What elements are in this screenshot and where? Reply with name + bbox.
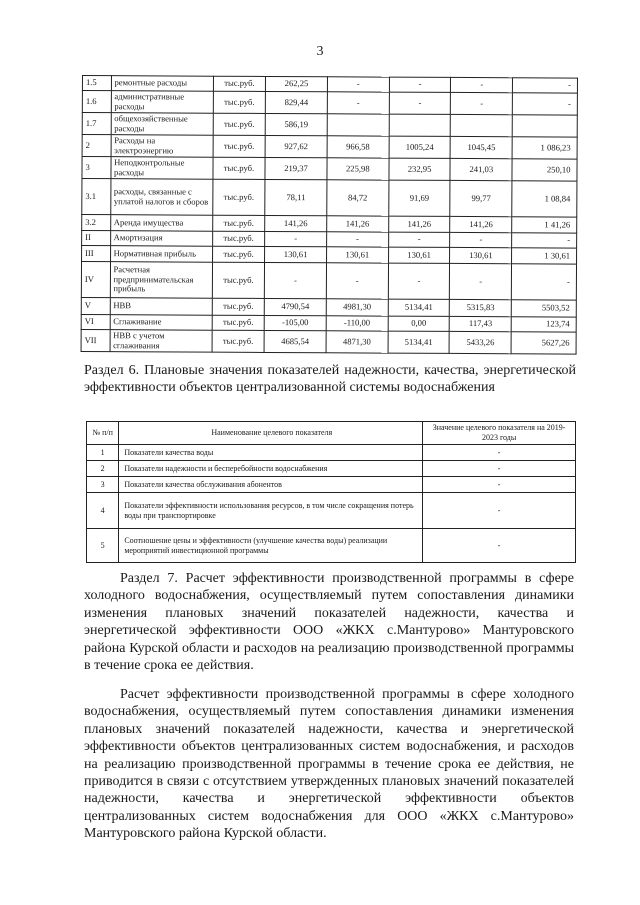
cost-unit: тыс.руб. [213,157,265,179]
cost-value: 5503,52 [511,300,576,317]
indicator-value: - [423,529,576,563]
cost-name: Аренда имущества [110,215,212,232]
section-7-text: Раздел 7. Расчет эффективности производственной программы в сфере холодного водоснабжения, осуществляемый путем сопоставления динамики изменения плановых значений показателей надежности, качества и энергетической эффективности ООО «ЖКХ с.Мантурово» Мантуровского района Курской области и расходов на реализацию производственной программы в течение срока ее действия. [84,571,574,674]
indicator-name: Показатели эффективности использования ресурсов, в том числе сокращения потерь воды при транспортировке [119,493,423,529]
cost-unit: тыс.руб. [213,215,265,231]
cost-value: 5134,41 [388,331,450,353]
cost-value: - [451,77,513,92]
cost-code: 3 [82,157,111,179]
cost-value: - [512,264,577,300]
indicator-row [87,445,576,461]
cost-code: IV [81,262,110,298]
cost-value [327,114,389,136]
cost-value: 141,26 [327,216,389,232]
cost-value: - [389,77,451,92]
cost-value: 1 41,26 [512,217,577,233]
cost-value: 5315,83 [450,299,512,316]
cost-value: 927,62 [265,135,327,157]
cost-value: 0,00 [388,316,450,331]
indicator-header-row [87,422,576,445]
cost-value: 250,10 [512,159,577,181]
cost-value: - [450,263,512,299]
cost-code: 3.1 [82,179,111,215]
cost-code: 1.5 [82,76,111,91]
cost-value: 123,74 [511,317,576,332]
cost-code: 3.2 [82,215,111,231]
indicator-name: Соотношение цены и эффективности (улучшение качества воды) реализации мероприятий инвестиционной программы [119,529,423,563]
indicator-row [87,493,576,529]
page-number: 3 [316,44,324,59]
cost-value: 99,77 [450,180,512,216]
cost-name: Расчетная предпринимательская прибыль [110,262,212,299]
cost-value: -110,00 [326,316,388,331]
cost-name: Расходы на электроэнергию [111,135,213,158]
cost-value: 141,26 [265,215,327,231]
cost-value: 4790,54 [264,298,326,315]
cost-code: III [82,246,111,262]
header-name: Наименование целевого показателя [119,422,423,445]
cost-value: 1 086,23 [512,137,577,159]
indicator-row [87,477,576,493]
cost-value: 4871,30 [326,331,388,353]
cost-value: 262,25 [266,76,328,91]
conclusion-text: Расчет эффективности производственной программы в сфере холодного водоснабжения, осуществляемый путем сопоставления динамики изменения плановых значений показателей надежности, качества и энергетической эффективности объектов централизованных систем водоснабжения, и расходов на реализацию производственной программы в течение срока ее действия, не приводится в связи с отсутствием утвержденных плановых значений показателей надежности, качества и энергетической эффективности объектов централизованных систем водоснабжения для ООО «ЖКХ с.Мантурово» Мантуровского района Курской области. [84,687,574,842]
cost-value: 4685,54 [264,330,326,352]
cost-code: VII [81,329,110,351]
indicator-row [87,461,576,477]
cost-unit: тыс.руб. [213,91,265,113]
cost-value: - [513,93,578,115]
cost-value: 5433,26 [450,331,512,353]
cost-unit: тыс.руб. [213,113,265,135]
cost-value: - [388,232,450,247]
cost-unit: тыс.руб. [212,231,264,246]
cost-name: Амортизация [110,231,212,247]
cost-value: 5134,41 [388,299,450,316]
cost-value: - [450,232,512,247]
cost-unit: тыс.руб. [213,76,265,91]
cost-row [81,329,576,354]
cost-value: - [513,78,578,93]
indicator-num: 3 [87,477,119,493]
cost-value: 4981,30 [326,299,388,316]
cost-value: 1 30,61 [512,248,577,264]
cost-code: 1.6 [82,91,111,113]
cost-code: V [81,297,110,314]
cost-value: 829,44 [265,91,327,113]
cost-name: расходы, связанные с уплатой налогов и сборов [110,179,212,216]
cost-value: 1 08,84 [512,181,577,217]
cost-value: - [265,231,327,246]
cost-value: - [451,92,513,114]
cost-name: ремонтные расходы [111,76,213,92]
cost-unit: тыс.руб. [212,330,264,352]
cost-unit: тыс.руб. [213,179,266,215]
cost-name: Неподконтрольные расходы [111,157,213,180]
cost-row [82,179,577,218]
cost-value: 1005,24 [389,136,451,158]
indicator-value: - [423,493,576,529]
indicator-value: - [423,445,576,461]
cost-unit: тыс.руб. [212,298,264,315]
indicator-table [86,421,576,563]
cost-code: 2 [82,135,111,157]
cost-value [512,115,577,137]
cost-value: - [264,262,326,298]
cost-row [81,262,576,301]
cost-value: 130,61 [265,246,327,262]
cost-value: 966,58 [327,136,389,158]
cost-value: - [389,92,451,114]
cost-value [451,114,513,136]
cost-code: 1.7 [82,113,111,135]
cost-value: 130,61 [388,247,450,263]
header-value: Значение целевого показателя на 2019-2023 годы [423,422,576,445]
indicator-name: Показатели качества воды [119,445,423,461]
cost-value: - [388,263,450,299]
cost-row [82,91,577,116]
indicator-name: Показатели качества обслуживания абонентов [119,477,423,493]
cost-name: Нормативная прибыль [110,246,212,263]
section-6-text: Раздел 6. Плановые значения показателей надежности, качества, энергетической эффективности объектов централизованной системы водоснабжения [84,363,576,395]
cost-value: 219,37 [265,157,327,179]
cost-value: 117,43 [450,316,512,331]
section-6-heading [84,362,576,396]
cost-value: 84,72 [327,180,389,216]
cost-unit: тыс.руб. [212,315,264,330]
conclusion-paragraph [84,686,574,843]
cost-value: 1045,45 [451,136,513,158]
cost-value [389,114,451,136]
cost-name: Сглаживание [110,315,212,331]
cost-value: 5627,26 [511,332,576,354]
cost-value: 91,69 [388,180,450,216]
cost-value: 241,03 [450,158,512,180]
cost-name: НВВ [110,298,212,316]
cost-value: 586,19 [265,113,327,135]
cost-unit: тыс.руб. [212,262,265,298]
cost-value: 130,61 [450,247,512,263]
indicator-row [87,529,576,563]
indicator-num: 2 [87,461,119,477]
cost-value: 78,11 [265,179,327,215]
cost-code: II [82,231,111,246]
cost-value: - [327,92,389,114]
cost-row [82,135,577,160]
cost-name: общехозяйственные расходы [111,113,213,136]
cost-value: 141,26 [450,216,512,232]
indicator-num: 1 [87,445,119,461]
cost-table [81,75,578,355]
cost-value: - [327,232,389,247]
cost-row [82,157,577,182]
cost-value: - [327,77,389,92]
indicator-num: 5 [87,529,119,563]
indicator-num: 4 [87,493,119,529]
cost-unit: тыс.руб. [213,135,265,157]
cost-name: административные расходы [111,91,213,114]
cost-value: 130,61 [326,247,388,263]
indicator-value: - [423,461,576,477]
indicator-name: Показатели надежности и бесперебойности водоснабжения [119,461,423,477]
cost-value: - [326,263,388,299]
cost-row [82,113,577,138]
cost-value: 232,95 [389,158,451,180]
section-7 [84,570,574,674]
cost-name: НВВ с учетом сглаживания [110,330,212,353]
header-num: № п/п [87,422,119,445]
cost-value: 141,26 [388,216,450,232]
cost-value: 225,98 [327,158,389,180]
cost-code: VI [81,314,110,329]
cost-value: -105,00 [264,315,326,330]
cost-unit: тыс.руб. [212,246,264,262]
indicator-value: - [423,477,576,493]
cost-value: - [512,233,577,248]
